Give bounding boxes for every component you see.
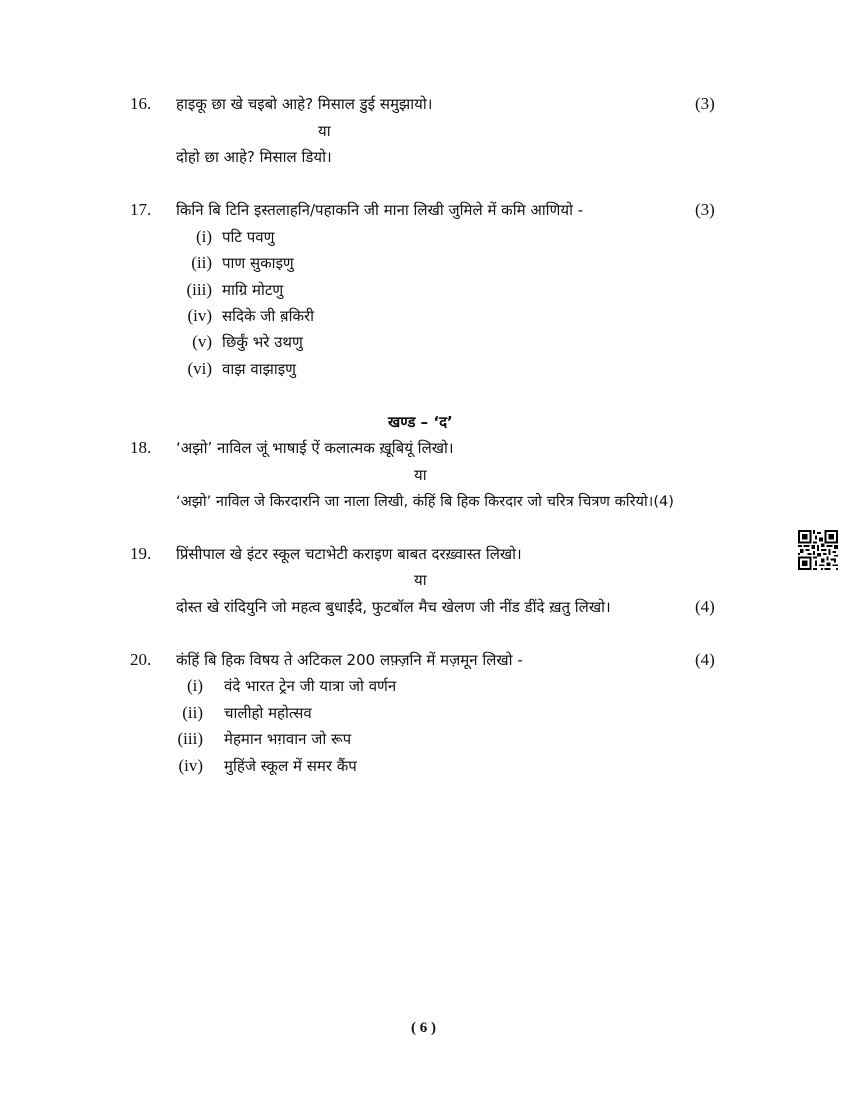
list-item-text: मेहमान भग़वान जो रूप <box>224 730 352 748</box>
list-item-text: पाण सुकाइणु <box>222 254 294 272</box>
list-item-text: वाझ वाझाइणु <box>222 360 296 378</box>
list-item-number: (i) <box>186 676 203 695</box>
question-marks: (4) <box>695 650 715 669</box>
question-text: किनि बि टिनि इस्तलाहनि/पहाकनि जी माना लिखी जुमिले में कमि आणियो - <box>176 201 584 219</box>
list-item-number: (i) <box>195 227 212 246</box>
list-item-number: (ii) <box>182 703 203 722</box>
question-text: प्रिंसीपाल खे इंटर स्कूल चटाभेटी कराइण बाबत दरख़्वास्त लिखो। <box>176 545 522 563</box>
question-number: 16. <box>130 94 152 113</box>
question-alternative: दोस्त खे रांदियुनि जो महत्व बुधाईंदे, फुटबॉल मैच खेलण जी नींड डींदे ख़तु लिखो। <box>176 598 611 616</box>
question-number: 19. <box>130 544 152 563</box>
or-separator: या <box>414 571 427 589</box>
list-item-text: चालीहो महोत्सव <box>224 704 312 722</box>
list-item-text: छिर्कुं भरे उथणु <box>222 333 303 351</box>
question-marks: (3) <box>695 94 715 113</box>
page-number: ( 6 ) <box>411 1020 436 1036</box>
question-marks: (4) <box>695 597 715 616</box>
list-item-text: सदिके जी ब़किरी <box>222 307 315 325</box>
list-item-number: (iii) <box>186 280 212 299</box>
list-item-number: (vi) <box>187 359 212 378</box>
section-heading: खण्ड – ‘द’ <box>388 413 453 431</box>
question-marks: (3) <box>695 200 715 219</box>
question-number: 18. <box>130 438 152 457</box>
question-alternative: दोहो छा आहे? मिसाल डियो। <box>176 148 332 166</box>
question-text: हाइकू छा खे चइबो आहे? मिसाल डुई समुझायो। <box>176 95 433 113</box>
list-item-text: माग्रि मोटणु <box>222 281 284 299</box>
or-separator: या <box>414 466 427 484</box>
question-alternative: ‘अझो’ नाविल जे किरदारनि जा नाला लिखी, कंहिं बि हिक किरदार जो चरित्र चित्रण करियो।(4) <box>176 493 674 510</box>
or-separator: या <box>318 122 331 140</box>
list-item-text: मुहिंजे स्कूल में समर कैंप <box>224 757 357 775</box>
question-number: 17. <box>130 200 152 219</box>
list-item-number: (iv) <box>178 756 203 775</box>
list-item-text: वंदे भारत ट्रेन जी यात्रा जो वर्णन <box>224 677 397 695</box>
list-item-text: पटि पवणु <box>222 228 275 246</box>
list-item-number: (iii) <box>177 729 203 748</box>
question-text: ‘अझो’ नाविल जूं भाषाई ऐं कलात्मक ख़ूबियूं लिखो। <box>176 439 454 457</box>
list-item-number: (iv) <box>187 306 212 325</box>
list-item-number: (ii) <box>191 253 212 272</box>
question-number: 20. <box>130 650 152 669</box>
qr-code-image <box>798 530 838 570</box>
question-text: कंहिं बि हिक विषय ते अटिकल 200 लफ़्ज़नि में मज़मून लिखो - <box>176 651 523 669</box>
list-item-number: (v) <box>192 332 212 351</box>
